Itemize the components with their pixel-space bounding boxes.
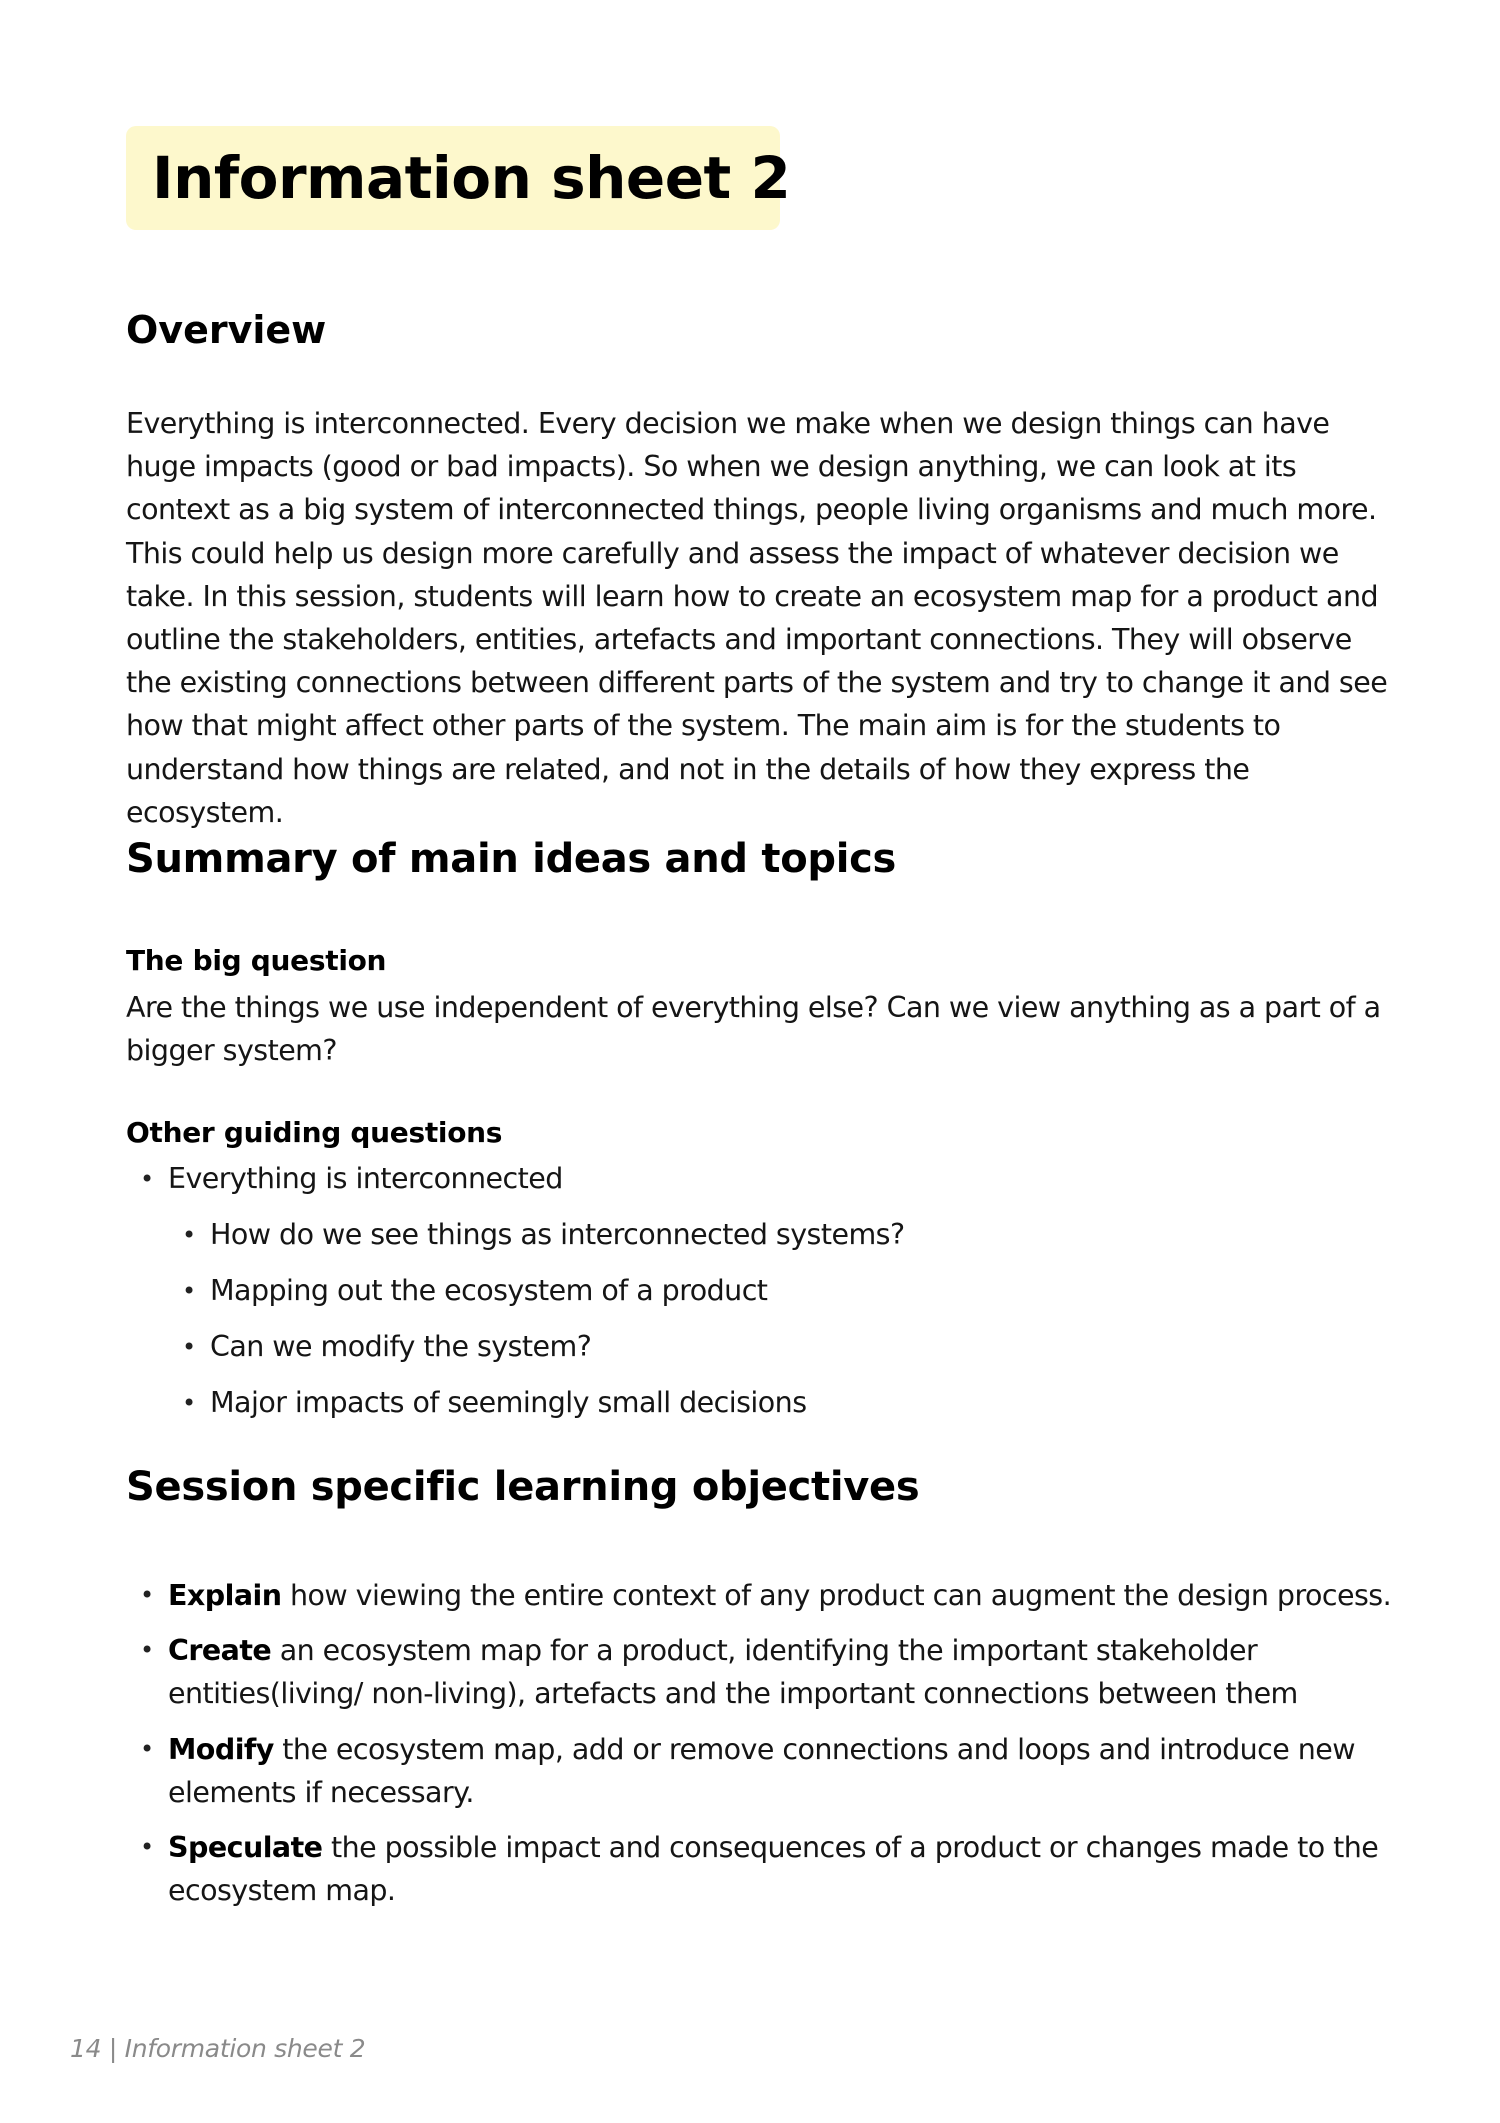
bullet-icon: • — [182, 1333, 196, 1361]
bullet-icon: • — [140, 1636, 154, 1665]
bullet-icon: • — [182, 1389, 196, 1417]
list-item — [126, 1160, 1396, 1216]
objective-text: an ecosystem map for a product, identifying the important stakeholder entities(living/ non-living), artefacts and the important connections between them — [168, 1634, 1298, 1711]
page-number: 14 — [70, 2034, 102, 2063]
list-item-text: How do we see things as interconnected systems? — [210, 1218, 905, 1251]
objective-text: the ecosystem map, add or remove connections and loops and introduce new elements if necessary. — [168, 1732, 1356, 1809]
big-question-text: Are the things we use independent of everything else? Can we view anything as a part of a bigger system? — [126, 991, 1381, 1068]
objectives-heading: Session specific learning objectives — [126, 1464, 920, 1510]
objective-text: how viewing the entire context of any product can augment the design process. — [281, 1579, 1392, 1612]
list-item — [126, 1328, 1396, 1384]
objective-verb: Speculate — [168, 1831, 323, 1865]
objective-text: the possible impact and consequences of a product or changes made to the ecosystem map. — [168, 1831, 1379, 1908]
title-highlight — [126, 126, 791, 230]
footer-section-title: Information sheet 2 — [124, 2034, 366, 2063]
guiding-questions-list — [126, 1160, 1396, 1440]
footer-separator: | — [108, 2034, 117, 2063]
bullet-icon: • — [140, 1833, 154, 1862]
objective-verb: Modify — [168, 1732, 274, 1766]
guiding-questions-label: Other guiding questions — [126, 1116, 503, 1149]
page-title: Information sheet 2 — [152, 144, 791, 212]
list-item — [126, 1384, 1396, 1440]
big-question-label: The big question — [126, 944, 387, 977]
overview-heading: Overview — [126, 308, 327, 352]
list-item-text: Everything is interconnected — [168, 1162, 563, 1195]
list-item — [126, 1216, 1396, 1272]
objective-item — [126, 1826, 1396, 1912]
objective-verb: Explain — [168, 1579, 282, 1612]
objective-item — [126, 1728, 1396, 1814]
bullet-icon: • — [140, 1734, 154, 1763]
bullet-icon: • — [140, 1165, 154, 1193]
summary-heading: Summary of main ideas and topics — [126, 836, 897, 882]
objective-item — [126, 1574, 1396, 1617]
objective-item — [126, 1629, 1396, 1715]
list-item-text: Mapping out the ecosystem of a product — [210, 1274, 768, 1307]
objective-verb: Create — [168, 1634, 272, 1668]
page-footer — [70, 2034, 365, 2063]
list-item-text: Can we modify the system? — [210, 1330, 592, 1363]
bullet-icon: • — [140, 1581, 154, 1609]
bullet-icon: • — [182, 1221, 196, 1249]
overview-paragraph: Everything is interconnected. Every decision we make when we design things can have huge impacts (good or bad impacts). So when we design anything, we can look at its context as a big system of interconnected things, people living organisms and much more. This could help us design more carefully and assess the impact of whatever decision we take. In this session, students will learn how to create an ecosystem map for a product and outline the stakeholders, entities, artefacts and important connections. They will observe the existing connections between different parts of the system and try to change it and see how that might affect other parts of the system. The main aim is for the students to understand how things are related, and not in the details of how they express the ecosystem. — [126, 407, 1388, 829]
list-item-text: Major impacts of seemingly small decisions — [210, 1386, 807, 1419]
bullet-icon: • — [182, 1277, 196, 1305]
objectives-list — [126, 1574, 1396, 1924]
list-item — [126, 1272, 1396, 1328]
